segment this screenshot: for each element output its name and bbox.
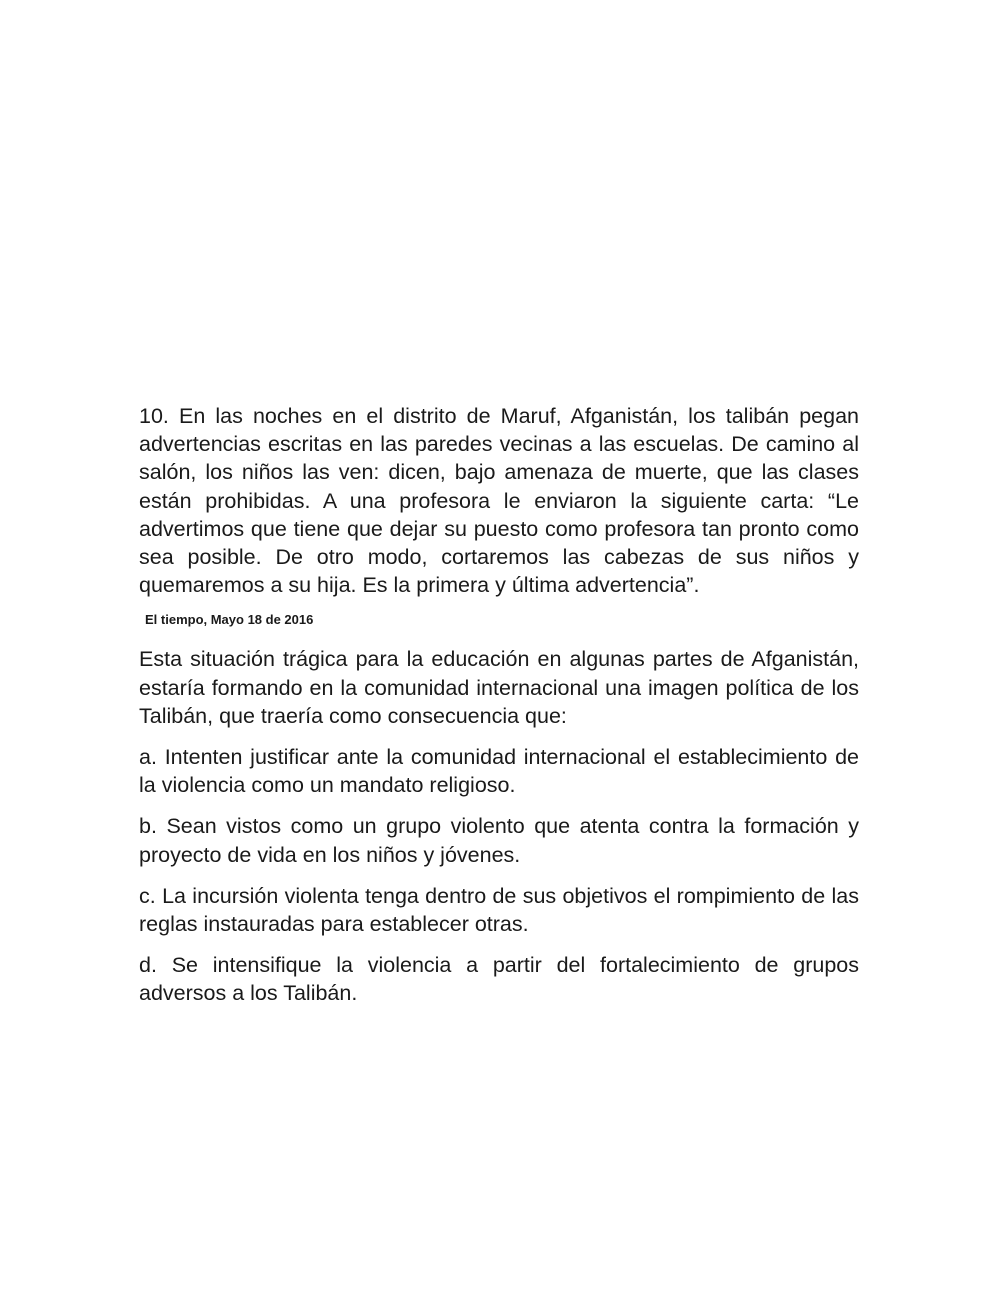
answer-option-c[interactable] bbox=[139, 882, 859, 938]
option-letter: b. bbox=[139, 814, 157, 839]
source-citation: El tiempo, Mayo 18 de 2016 bbox=[145, 612, 314, 628]
answer-option-b[interactable] bbox=[139, 812, 859, 868]
option-letter: a. bbox=[139, 745, 157, 770]
worksheet-page bbox=[139, 402, 859, 1021]
answer-option-d[interactable] bbox=[139, 951, 859, 1007]
option-letter: d. bbox=[139, 953, 157, 978]
question-prompt: Esta situación trágica para la educación en algunas partes de Afganistán, estaría formando en la comunidad internacional una imagen política de los Talibán, que traería como consecuencia que: bbox=[139, 647, 859, 728]
option-text: Sean vistos como un grupo violento que atenta contra la formación y proyecto de vida en los niños y jóvenes. bbox=[139, 814, 859, 867]
option-letter: c. bbox=[139, 883, 156, 908]
option-text: La incursión violenta tenga dentro de sus objetivos el rompimiento de las reglas instauradas para establecer otras. bbox=[139, 883, 860, 937]
question-text: 10. En las noches en el distrito de Maruf, Afganistán, los talibán pegan advertencias escritas en las paredes vecinas a las escuelas. De camino al salón, los niños las ven: dicen, bajo amenaza de muerte, que las clases están prohibidas. A una profesora le enviaron la siguiente carta: “Le advertimos que tiene que dejar su puesto como profesora tan pronto como sea posible. De otro modo, cortaremos las cabezas de sus niños y quemaremos a su hija. Es la primera y última advertencia”. bbox=[139, 404, 859, 598]
option-text: Intenten justificar ante la comunidad internacional el establecimiento de la violencia como un mandato religioso. bbox=[139, 745, 859, 798]
answer-option-a[interactable] bbox=[139, 743, 859, 799]
option-text: Se intensifique la violencia a partir del fortalecimiento de grupos adversos a los Talibán. bbox=[139, 953, 859, 1006]
